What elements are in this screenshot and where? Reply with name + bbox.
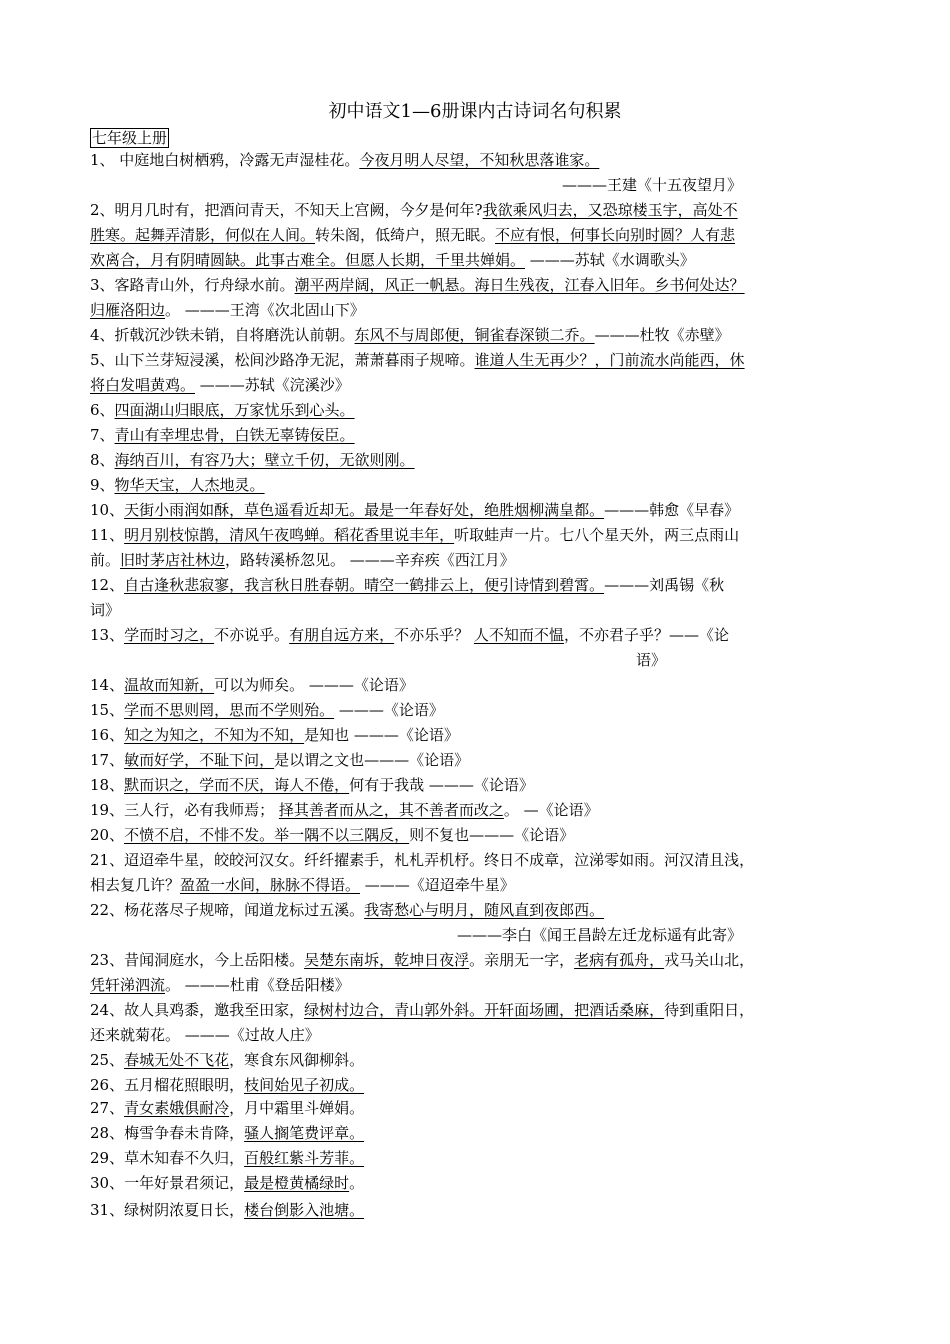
line-text: 。 —《论语》 bbox=[503, 801, 599, 819]
section-heading: 七年级上册 bbox=[92, 129, 168, 147]
line-text: 26、五月榴花照眼明， bbox=[90, 1076, 245, 1094]
line-text: 词》 bbox=[90, 601, 121, 619]
underlined-quote: 物华天宝，人杰地灵。 bbox=[114, 476, 265, 494]
underlined-quote: 骚人搁笔费评章。 bbox=[244, 1124, 365, 1142]
line-text: 29、草木知春不久归， bbox=[90, 1149, 245, 1167]
line-text: 11、 bbox=[90, 526, 125, 544]
line-text: 15、 bbox=[90, 701, 125, 719]
poem-line bbox=[90, 1000, 754, 1020]
line-text: ———苏轼《水调歌头》 bbox=[525, 251, 695, 269]
poem-line bbox=[90, 375, 350, 395]
poem-line bbox=[90, 900, 604, 920]
line-text: 7、 bbox=[90, 426, 115, 444]
line-text: 18、 bbox=[90, 776, 125, 794]
document-title: 初中语文1—6册课内古诗词名句积累 bbox=[328, 101, 622, 122]
underlined-quote: 青山有幸埋忠骨，白铁无辜铸佞臣。 bbox=[114, 426, 355, 444]
line-text: ———杜牧《赤壁》 bbox=[594, 326, 730, 344]
line-text: ———李白《闻王昌龄左迁龙标遥有此寄》 bbox=[456, 926, 742, 944]
line-text: 16、 bbox=[90, 726, 125, 744]
poem-line bbox=[90, 425, 355, 445]
poem-line bbox=[636, 650, 666, 670]
underlined-quote: 胜寒。起舞弄清影，何似在人间。 bbox=[90, 226, 316, 244]
poem-line bbox=[90, 1200, 364, 1220]
underlined-quote: 敏而好学，不耻下问， bbox=[124, 751, 275, 769]
line-text: 前。 bbox=[90, 551, 121, 569]
line-text: 25、 bbox=[90, 1051, 125, 1069]
line-text: ———苏轼《浣溪沙》 bbox=[195, 376, 350, 394]
poem-line bbox=[90, 600, 120, 620]
line-text: 转朱阁，低绮户，照无眠。 bbox=[315, 226, 496, 244]
poem-line bbox=[90, 950, 754, 970]
poem-line bbox=[90, 275, 745, 295]
line-text: 17、 bbox=[90, 751, 125, 769]
underlined-quote: 谁道人生无再少？，门前流水尚能西，休 bbox=[474, 351, 745, 369]
poem-line bbox=[90, 150, 599, 170]
line-text: 9、 bbox=[90, 476, 115, 494]
underlined-quote: 凭轩涕泗流 bbox=[90, 976, 166, 994]
underlined-quote: 旧时茅店社林边 bbox=[120, 551, 226, 569]
poem-line bbox=[90, 850, 754, 870]
poem-line bbox=[90, 700, 444, 720]
underlined-quote: 归雁洛阳边 bbox=[90, 301, 166, 319]
poem-line bbox=[457, 925, 742, 945]
line-text: 。 ———杜甫《登岳阳楼》 bbox=[165, 976, 350, 994]
underlined-quote: 自古逢秋悲寂寥，我言秋日胜春朝。晴空一鹤排云上，便引诗情到碧霄。 bbox=[124, 576, 605, 594]
line-text: 相去复几许？ bbox=[90, 876, 181, 894]
poem-line bbox=[90, 1050, 364, 1070]
underlined-quote: 我欲乘风归去，又恐琼楼玉宇，高处不 bbox=[482, 201, 738, 219]
underlined-quote: 择其善者而从之，其不善者而改之 bbox=[278, 801, 504, 819]
underlined-quote: 百般红紫斗芳菲。 bbox=[244, 1149, 365, 1167]
line-text: 1、 中庭地白树栖鸦，冷露无声湿桂花。 bbox=[90, 151, 360, 169]
line-text: ———王建《十五夜望月》 bbox=[561, 176, 742, 194]
poem-line bbox=[90, 400, 355, 420]
underlined-quote: 盈盈一水间，脉脉不得语。 bbox=[180, 876, 361, 894]
underlined-quote: 海纳百川，有容乃大；壁立千仞，无欲则刚。 bbox=[114, 451, 415, 469]
line-text: 21、迢迢牵牛星，皎皎河汉女。纤纤擢素手，札札弄机杼。终日不成章，泣涕零如雨。河汉清且浅， bbox=[90, 851, 755, 869]
poem-line bbox=[90, 525, 739, 545]
underlined-quote: 欢离合，月有阴晴圆缺。此事古难全。但愿人长期，千里共婵娟。 bbox=[90, 251, 526, 269]
poem-line bbox=[90, 1025, 320, 1045]
poem-line bbox=[90, 250, 695, 270]
underlined-quote: 东风不与周郎便，铜雀春深锁二乔。 bbox=[354, 326, 595, 344]
line-text: 19、三人行，必有我师焉； bbox=[90, 801, 279, 819]
underlined-quote: 学而不思则罔，思而不学则殆。 bbox=[124, 701, 335, 719]
underlined-quote: 温故而知新， bbox=[124, 676, 215, 694]
line-text: 还来就菊花。 ———《过故人庄》 bbox=[90, 1026, 320, 1044]
line-text: 28、梅雪争春未肯降， bbox=[90, 1124, 245, 1142]
line-text: ，月中霜里斗婵娟。 bbox=[229, 1099, 365, 1117]
underlined-quote: 我寄愁心与明月，随风直到夜郎西。 bbox=[364, 901, 605, 919]
underlined-quote: 绿树村边合，青山郭外斜。开轩面场圃，把酒话桑麻， bbox=[304, 1001, 665, 1019]
poem-line bbox=[90, 475, 265, 495]
poem-line bbox=[90, 450, 415, 470]
underlined-quote: 不应有恨，何事长向别时圆？人有悲 bbox=[495, 226, 736, 244]
line-text: 6、 bbox=[90, 401, 115, 419]
poem-line bbox=[90, 1075, 364, 1095]
line-text: 戎马关山北， bbox=[664, 951, 755, 969]
line-text: 。 bbox=[349, 1174, 365, 1192]
line-text: 27、 bbox=[90, 1099, 125, 1117]
underlined-quote: 潮平两岸阔，风正一帆悬。海日生残夜，江春入旧年。乡书何处达？ bbox=[294, 276, 745, 294]
line-text: 是以谓之文也———《论语》 bbox=[274, 751, 470, 769]
line-text: 。 ———王湾《次北固山下》 bbox=[165, 301, 365, 319]
underlined-quote: 最是橙黄橘绿时 bbox=[244, 1174, 350, 1192]
underlined-quote: 今夜月明人尽望，不知秋思落谁家。 bbox=[359, 151, 600, 169]
poem-line bbox=[90, 225, 735, 245]
line-text: 是知也 ———《论语》 bbox=[304, 726, 459, 744]
underlined-quote: 将白发唱黄鸡。 bbox=[90, 376, 196, 394]
line-text: 12、 bbox=[90, 576, 125, 594]
poem-line bbox=[90, 325, 730, 345]
poem-line bbox=[90, 875, 515, 895]
line-text: 3、客路青山外，行舟绿水前。 bbox=[90, 276, 295, 294]
underlined-quote: 四面湖山归眼底，万家忧乐到心头。 bbox=[114, 401, 355, 419]
poem-line bbox=[90, 775, 534, 795]
line-text: 4、折戟沉沙铁未销，自将磨洗认前朝。 bbox=[90, 326, 355, 344]
line-text: 22、杨花落尽子规啼，闻道龙标过五溪。 bbox=[90, 901, 365, 919]
underlined-quote: 明月别枝惊鹊，清风午夜鸣蝉。稻花香里说丰年， bbox=[124, 526, 455, 544]
poem-line bbox=[90, 1123, 364, 1143]
line-text: 不亦乐乎？ bbox=[394, 626, 474, 644]
underlined-quote: 楼台倒影入池塘。 bbox=[244, 1201, 365, 1219]
line-text: 23、昔闻洞庭水，今上岳阳楼。 bbox=[90, 951, 305, 969]
line-text: 5、山下兰芽短浸溪，松间沙路净无泥，萧萧暮雨子规啼。 bbox=[90, 351, 475, 369]
poem-line bbox=[90, 725, 459, 745]
line-text: 31、绿树阴浓夏日长， bbox=[90, 1201, 245, 1219]
line-text: ———刘禹锡《秋 bbox=[604, 576, 725, 594]
line-text: 20、 bbox=[90, 826, 125, 844]
line-text: ———《迢迢牵牛星》 bbox=[360, 876, 515, 894]
poem-line bbox=[90, 350, 745, 370]
line-text: 待到重阳日， bbox=[664, 1001, 755, 1019]
line-text: 10、 bbox=[90, 501, 125, 519]
poem-line bbox=[90, 800, 599, 820]
poem-line bbox=[90, 1098, 364, 1118]
underlined-quote: 学而时习之， bbox=[124, 626, 215, 644]
line-text: 不亦说乎。 bbox=[214, 626, 290, 644]
line-text: 13、 bbox=[90, 626, 125, 644]
line-text: 何有于我哉 ———《论语》 bbox=[349, 776, 534, 794]
line-text: ———韩愈《早春》 bbox=[604, 501, 740, 519]
underlined-quote: 青女素娥俱耐冷 bbox=[124, 1099, 230, 1117]
line-text: 8、 bbox=[90, 451, 115, 469]
line-text: 听取蛙声一片。七八个星天外，两三点雨山 bbox=[454, 526, 740, 544]
underlined-quote: 知之为知之，不知为不知， bbox=[124, 726, 305, 744]
line-text: ，路转溪桥忽见。 ———辛弃疾《西江月》 bbox=[225, 551, 515, 569]
poem-line bbox=[90, 575, 724, 595]
underlined-quote: 不愤不启，不悱不发。举一隅不以三隅反， bbox=[124, 826, 410, 844]
line-text: ，寒食东风御柳斜。 bbox=[229, 1051, 365, 1069]
underlined-quote: 春城无处不飞花 bbox=[124, 1051, 230, 1069]
underlined-quote: 枝间始见子初成。 bbox=[244, 1076, 365, 1094]
poem-line bbox=[90, 825, 574, 845]
underlined-quote: 有朋自远方来， bbox=[289, 626, 395, 644]
poem-line bbox=[90, 975, 350, 995]
poem-line bbox=[90, 200, 738, 220]
line-text: 可以为师矣。 ———《论语》 bbox=[214, 676, 414, 694]
line-text: 语》 bbox=[636, 651, 667, 669]
poem-line bbox=[90, 300, 365, 320]
poem-line bbox=[562, 175, 742, 195]
poem-line bbox=[90, 675, 414, 695]
line-text: ———《论语》 bbox=[334, 701, 444, 719]
line-text: 2、明月几时有，把酒问青天，不知天上宫阙，今夕是何年? bbox=[90, 201, 483, 219]
poem-line bbox=[90, 1148, 364, 1168]
underlined-quote: 天街小雨润如酥，草色遥看近却无。最是一年春好处，绝胜烟柳满皇都。 bbox=[124, 501, 605, 519]
line-text: 30、一年好景君须记， bbox=[90, 1174, 245, 1192]
line-text: 则不复也———《论语》 bbox=[409, 826, 575, 844]
underlined-quote: 老病有孤舟， bbox=[574, 951, 665, 969]
poem-line bbox=[90, 625, 729, 645]
line-text: 。亲朋无一字， bbox=[469, 951, 575, 969]
line-text: ，不亦君子乎？——《论 bbox=[563, 626, 729, 644]
poem-line bbox=[90, 1173, 364, 1193]
underlined-quote: 人不知而不愠 bbox=[473, 626, 564, 644]
poem-line bbox=[90, 750, 469, 770]
underlined-quote: 吴楚东南坼，乾坤日夜浮 bbox=[304, 951, 470, 969]
poem-line bbox=[90, 500, 739, 520]
line-text: 24、故人具鸡黍，邀我至田家， bbox=[90, 1001, 305, 1019]
line-text: 14、 bbox=[90, 676, 125, 694]
underlined-quote: 默而识之，学而不厌，诲人不倦， bbox=[124, 776, 350, 794]
poem-line bbox=[90, 550, 515, 570]
